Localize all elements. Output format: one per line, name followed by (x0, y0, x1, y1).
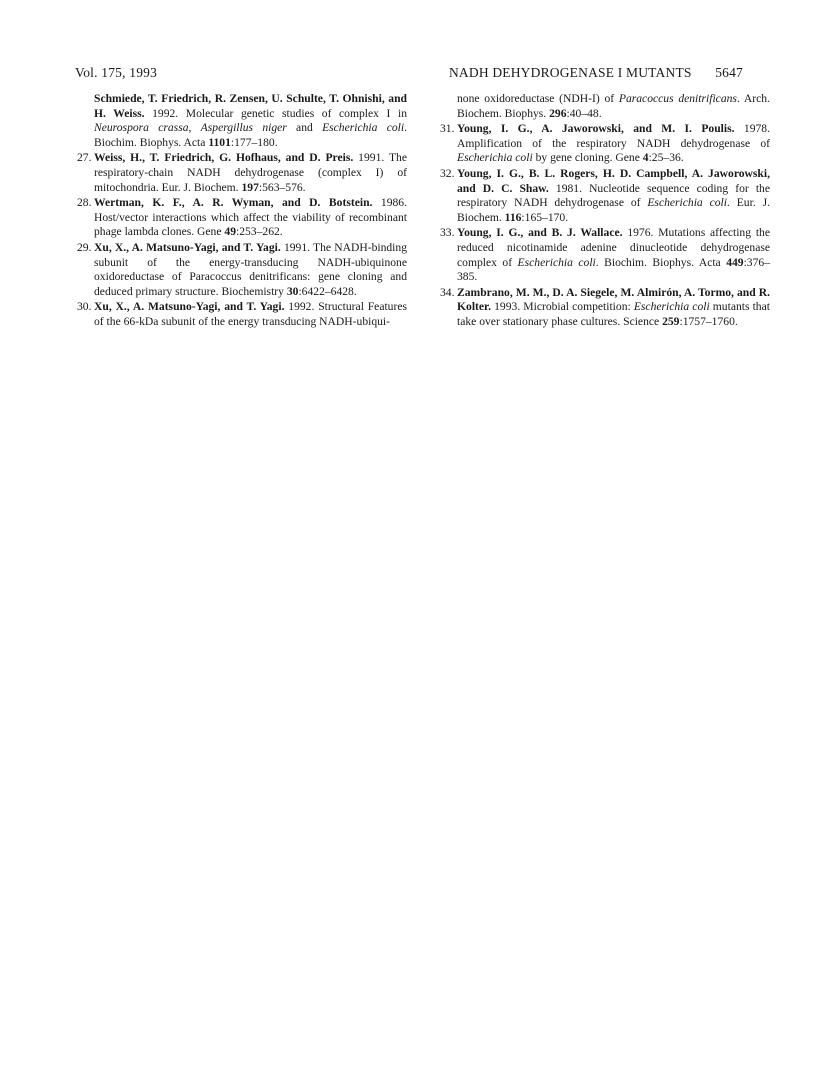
header-right (449, 65, 743, 81)
reference-number: 34. (440, 285, 455, 299)
reference-item: 33. Young, I. G., and B. J. Wallace. 1976. Mutations affecting the reduced nicotinamide adenine dinucleotide dehydrogenase complex of Escherichia coli. Biochim. Biophys. Acta 449:376–385. (440, 226, 770, 284)
reference-number: 33. (440, 226, 455, 240)
reference-number: 30. (77, 300, 92, 314)
reference-item: 31. Young, I. G., A. Jaworowski, and M. I. Poulis. 1978. Amplification of the respiratory NADH dehydrogenase of Escherichia coli by gene cloning. Gene 4:25–36. (440, 122, 771, 165)
journal-volume: Vol. 175, 1993 (75, 65, 158, 80)
reference-item: Schmiede, T. Friedrich, R. Zensen, U. Schulte, T. Ohnishi, and H. Weiss. 1992. Molecular genetic studies of complex I in Neurospora crassa, Aspergillus niger and Escherichia coli. Biochim. Biophys. Acta 1101:177–180. (94, 92, 407, 149)
reference-number: 27. (77, 151, 92, 165)
reference-item: 27. Weiss, H., T. Friedrich, G. Hofhaus, and D. Preis. 1991. The respiratory-chain NADH dehydrogenase (complex I) of mitochondria. Eur. J. Biochem. 197:563–576. (77, 151, 407, 194)
reference-item: 34. Zambrano, M. M., D. A. Siegele, M. Almirón, A. Tormo, and R. Kolter. 1993. Microbial competition: Escherichia coli mutants that take over stationary phase cultures. Science 259:1757–1760. (440, 285, 770, 328)
reference-number: 32. (440, 166, 455, 180)
reference-number: 29. (77, 240, 92, 254)
running-title: NADH DEHYDROGENASE I MUTANTS (448, 65, 692, 80)
reference-number: 31. (440, 122, 455, 136)
reference-item: 28. Wertman, K. F., A. R. Wyman, and D. Botstein. 1986. Host/vector interactions which affect the viability of recombinant phage lambda clones. Gene 49:253–262. (77, 196, 407, 239)
reference-number: 28. (77, 196, 92, 210)
running-header (75, 65, 743, 85)
reference-column-left (77, 92, 407, 330)
reference-item: none oxidoreductase (NDH-I) of Paracoccus denitrificans. Arch. Biochem. Biophys. 296:40–48. (457, 92, 770, 120)
reference-item: 32. Young, I. G., B. L. Rogers, H. D. Campbell, A. Jaworowski, and D. C. Shaw. 1981. Nucleotide sequence coding for the respiratory NADH dehydrogenase of Escherichia coli. Eur. J. Biochem. 116:165–170. (440, 166, 770, 224)
page-number: 5647 (715, 65, 743, 80)
reference-column-right (440, 92, 770, 330)
reference-item: 29. Xu, X., A. Matsuno-Yagi, and T. Yagi. 1991. The NADH-binding subunit of the energy-transducing NADH-ubiquinone oxidoreductase of Paracoccus denitrificans: gene cloning and deduced primary structure. Biochemistry 30:6422–6428. (77, 240, 407, 298)
reference-item: 30. Xu, X., A. Matsuno-Yagi, and T. Yagi. 1992. Structural Features of the 66-kDa subunit of the energy transducing NADH-ubiqui- (77, 300, 407, 328)
